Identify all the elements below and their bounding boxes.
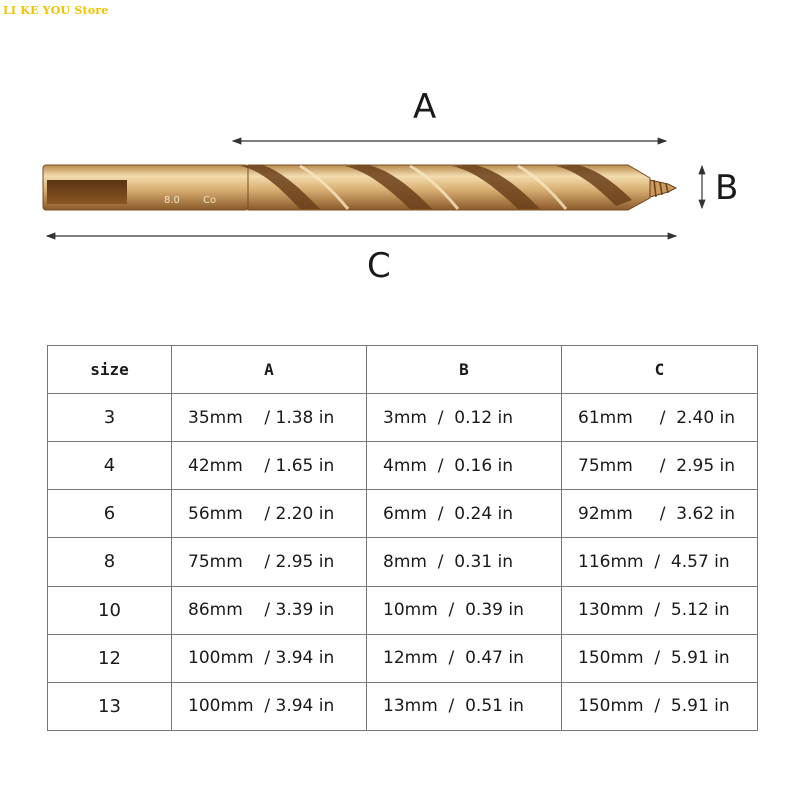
- header-b: B: [367, 346, 562, 394]
- cell-c: 75mm / 2.95 in: [562, 442, 758, 490]
- table-row: [48, 394, 758, 442]
- cell-b: 6mm / 0.24 in: [367, 490, 562, 538]
- cell-b: 10mm / 0.39 in: [367, 586, 562, 634]
- cell-b: 4mm / 0.16 in: [367, 442, 562, 490]
- cell-a: 86mm / 3.39 in: [172, 586, 367, 634]
- cell-a: 100mm / 3.94 in: [172, 682, 367, 730]
- drill-bit-diagram: [0, 0, 800, 320]
- cell-size: 3: [48, 394, 172, 442]
- dimension-a-label: A: [413, 87, 437, 127]
- cell-size: 10: [48, 586, 172, 634]
- cell-b: 13mm / 0.51 in: [367, 682, 562, 730]
- store-watermark: LI KE YOU Store: [3, 4, 109, 17]
- cell-c: 130mm / 5.12 in: [562, 586, 758, 634]
- bit-size-marking: 8.0: [164, 195, 180, 206]
- table-row: [48, 490, 758, 538]
- cell-c: 150mm / 5.91 in: [562, 634, 758, 682]
- cell-size: 13: [48, 682, 172, 730]
- cell-b: 8mm / 0.31 in: [367, 538, 562, 586]
- cell-b: 3mm / 0.12 in: [367, 394, 562, 442]
- drill-bit: [43, 165, 676, 210]
- table-row: [48, 634, 758, 682]
- table-row: [48, 442, 758, 490]
- cell-c: 92mm / 3.62 in: [562, 490, 758, 538]
- cell-b: 12mm / 0.47 in: [367, 634, 562, 682]
- cell-a: 35mm / 1.38 in: [172, 394, 367, 442]
- table-row: [48, 682, 758, 730]
- size-spec-table: [47, 345, 758, 731]
- cell-a: 75mm / 2.95 in: [172, 538, 367, 586]
- cell-size: 4: [48, 442, 172, 490]
- table-row: [48, 586, 758, 634]
- cell-size: 12: [48, 634, 172, 682]
- cell-a: 42mm / 1.65 in: [172, 442, 367, 490]
- dimension-b-label: B: [715, 168, 739, 208]
- header-c: C: [562, 346, 758, 394]
- header-size: size: [48, 346, 172, 394]
- table-header-row: [48, 346, 758, 394]
- table-row: [48, 538, 758, 586]
- cell-c: 61mm / 2.40 in: [562, 394, 758, 442]
- cell-c: 116mm / 4.57 in: [562, 538, 758, 586]
- bit-material-marking: Co: [203, 195, 217, 206]
- cell-a: 100mm / 3.94 in: [172, 634, 367, 682]
- header-a: A: [172, 346, 367, 394]
- cell-size: 6: [48, 490, 172, 538]
- cell-size: 8: [48, 538, 172, 586]
- bit-shank-flat: [47, 180, 127, 204]
- cell-c: 150mm / 5.91 in: [562, 682, 758, 730]
- dimension-c-label: C: [367, 246, 391, 286]
- cell-a: 56mm / 2.20 in: [172, 490, 367, 538]
